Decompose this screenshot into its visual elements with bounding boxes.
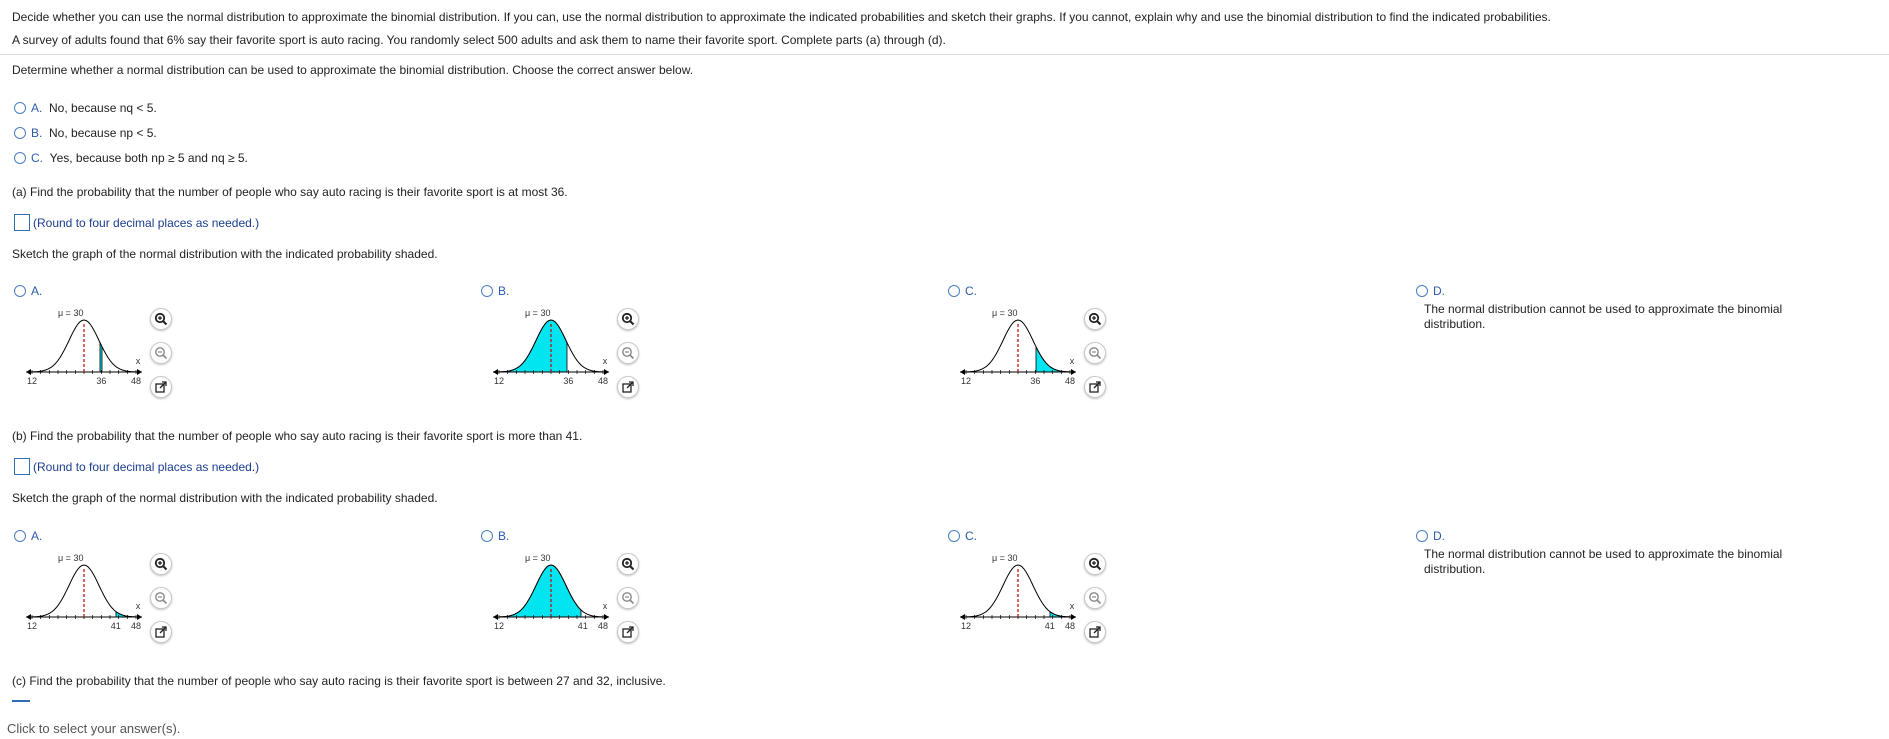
- axis-variable: x: [602, 356, 608, 366]
- axis-arrow-left: [26, 614, 31, 620]
- zoom-out-icon: [621, 346, 635, 360]
- zoom-in-icon: [154, 312, 168, 326]
- axis-arrow-left: [960, 614, 965, 620]
- zoom-in-button[interactable]: [1084, 308, 1106, 330]
- zoom-in-button[interactable]: [150, 553, 172, 575]
- option-letter: C.: [965, 529, 977, 543]
- axis-variable: x: [602, 601, 608, 611]
- option-d-text: The normal distribution cannot be used to approximate the binomial distribution.: [1424, 302, 1783, 331]
- part-c-prompt: (c) Find the probability that the number of people who say auto racing is their favorite sport is between 27 and 32, inclusive.: [12, 674, 666, 688]
- choice-text: Yes, because both np ≥ 5 and nq ≥ 5.: [49, 151, 248, 165]
- zoom-out-button[interactable]: [617, 342, 639, 364]
- round-note: (Round to four decimal places as needed.): [33, 216, 260, 230]
- tick-label: 48: [1064, 621, 1076, 631]
- axis-variable: x: [1069, 356, 1075, 366]
- tick-label: 48: [597, 376, 609, 386]
- normal-curve-graph: [491, 549, 611, 639]
- choice-text: No, because nq < 5.: [49, 101, 157, 115]
- graph-container: [491, 304, 611, 394]
- tick-label: 48: [130, 621, 142, 631]
- radio-icon[interactable]: [1416, 530, 1428, 542]
- zoom-in-icon: [1088, 312, 1102, 326]
- graph-container: [958, 549, 1078, 639]
- axis-variable: x: [1069, 601, 1075, 611]
- zoom-in-icon: [621, 557, 635, 571]
- choice-text: No, because np < 5.: [49, 126, 157, 140]
- option-letter: A.: [31, 284, 43, 298]
- zoom-in-icon: [154, 557, 168, 571]
- radio-icon[interactable]: [948, 530, 960, 542]
- zoom-in-icon: [621, 312, 635, 326]
- choice-a[interactable]: [14, 101, 157, 115]
- radio-icon[interactable]: [14, 285, 26, 297]
- mu-label: μ = 30: [992, 308, 1018, 318]
- part-b-option-a[interactable]: [14, 529, 42, 543]
- tick-label: 12: [960, 376, 972, 386]
- zoom-out-icon: [1088, 346, 1102, 360]
- zoom-in-button[interactable]: [617, 308, 639, 330]
- tick-label: 36: [1030, 376, 1041, 386]
- radio-icon[interactable]: [948, 285, 960, 297]
- zoom-in-icon: [1088, 557, 1102, 571]
- zoom-out-button[interactable]: [150, 342, 172, 364]
- tick-label: 12: [26, 621, 38, 631]
- option-letter: A.: [31, 529, 43, 543]
- mu-label: μ = 30: [58, 553, 84, 563]
- option-letter: C.: [965, 284, 977, 298]
- tick-label: 36: [96, 376, 107, 386]
- radio-icon[interactable]: [1416, 285, 1428, 297]
- axis-arrow-right: [1071, 369, 1076, 375]
- part-a-answer-row: [14, 214, 259, 231]
- axis-arrow-left: [493, 369, 498, 375]
- graph-container: [24, 304, 144, 394]
- tick-label: 41: [577, 621, 588, 631]
- open-new-window-button[interactable]: [617, 621, 639, 643]
- zoom-in-button[interactable]: [617, 553, 639, 575]
- part-a-sketch-prompt: Sketch the graph of the normal distribution with the indicated probability shaded.: [12, 247, 438, 261]
- part-b-answer-input[interactable]: [14, 458, 30, 475]
- open-new-window-icon: [154, 625, 168, 639]
- radio-icon[interactable]: [481, 285, 493, 297]
- tick-label: 12: [493, 621, 505, 631]
- normal-curve-graph: [24, 304, 144, 394]
- zoom-out-button[interactable]: [1084, 342, 1106, 364]
- open-new-window-icon: [621, 380, 635, 394]
- instructions: Decide whether you can use the normal distribution to approximate the binomial distribution. If you can, use the normal distribution to approximate the indicated probabilities and sketch their graphs. If you cannot, explain why and use the binomial distribution to find the indicated probabilities.: [12, 10, 1551, 24]
- radio-icon[interactable]: [14, 102, 26, 114]
- option-letter: B.: [498, 529, 510, 543]
- option-letter: D.: [1433, 529, 1445, 543]
- open-new-window-icon: [1088, 625, 1102, 639]
- choice-c[interactable]: [14, 151, 248, 165]
- normal-curve-graph: [958, 549, 1078, 639]
- axis-arrow-right: [604, 369, 609, 375]
- part-b-prompt: (b) Find the probability that the number of people who say auto racing is their favorite sport is more than 41.: [12, 429, 583, 443]
- choice-letter: B.: [31, 126, 43, 140]
- choice-b[interactable]: [14, 126, 157, 140]
- tick-label: 36: [563, 376, 574, 386]
- open-new-window-button[interactable]: [1084, 376, 1106, 398]
- part-b-option-d[interactable]: [1416, 529, 1445, 543]
- axis-arrow-right: [604, 614, 609, 620]
- zoom-out-button[interactable]: [150, 587, 172, 609]
- part-a-option-b[interactable]: [481, 284, 509, 298]
- part-a-option-a[interactable]: [14, 284, 42, 298]
- open-new-window-button[interactable]: [150, 376, 172, 398]
- zoom-out-icon: [154, 346, 168, 360]
- part-b-option-b[interactable]: [481, 529, 509, 543]
- divider: [0, 54, 1889, 55]
- zoom-out-button[interactable]: [617, 587, 639, 609]
- axis-arrow-left: [493, 614, 498, 620]
- part-c-answer-input[interactable]: [12, 700, 30, 702]
- open-new-window-icon: [621, 625, 635, 639]
- status-text: Click to select your answer(s).: [7, 721, 181, 736]
- normal-curve-graph: [958, 304, 1078, 394]
- tick-label: 12: [493, 376, 505, 386]
- part-a-option-c[interactable]: [948, 284, 977, 298]
- zoom-in-button[interactable]: [150, 308, 172, 330]
- choice-letter: C.: [31, 151, 43, 165]
- tick-label: 12: [960, 621, 972, 631]
- part-b-answer-row: [14, 458, 259, 475]
- axis-arrow-right: [137, 614, 142, 620]
- tick-label: 12: [26, 376, 38, 386]
- graph-container: [958, 304, 1078, 394]
- tick-label: 41: [110, 621, 121, 631]
- option-d-text: The normal distribution cannot be used to approximate the binomial distribution.: [1424, 547, 1783, 576]
- open-new-window-icon: [154, 380, 168, 394]
- zoom-out-icon: [1088, 591, 1102, 605]
- radio-icon[interactable]: [14, 127, 26, 139]
- tick-label: 48: [1064, 376, 1076, 386]
- normal-curve-graph: [491, 304, 611, 394]
- zoom-in-button[interactable]: [1084, 553, 1106, 575]
- mu-label: μ = 30: [58, 308, 84, 318]
- tick-label: 41: [1044, 621, 1055, 631]
- part-b-option-c[interactable]: [948, 529, 977, 543]
- round-note: (Round to four decimal places as needed.): [33, 460, 260, 474]
- axis-arrow-right: [1071, 614, 1076, 620]
- option-letter: D.: [1433, 284, 1445, 298]
- mu-label: μ = 30: [525, 553, 551, 563]
- option-letter: B.: [498, 284, 510, 298]
- axis-variable: x: [135, 601, 141, 611]
- choice-letter: A.: [31, 101, 43, 115]
- radio-icon[interactable]: [14, 530, 26, 542]
- tick-label: 48: [130, 376, 142, 386]
- zoom-out-icon: [154, 591, 168, 605]
- part-a-prompt: (a) Find the probability that the number of people who say auto racing is their favorite sport is at most 36.: [12, 185, 568, 199]
- radio-icon[interactable]: [14, 152, 26, 164]
- open-new-window-button[interactable]: [150, 621, 172, 643]
- axis-arrow-left: [26, 369, 31, 375]
- part-b-sketch-prompt: Sketch the graph of the normal distribution with the indicated probability shaded.: [12, 491, 438, 505]
- zoom-out-button[interactable]: [1084, 587, 1106, 609]
- scenario: A survey of adults found that 6% say their favorite sport is auto racing. You randomly select 500 adults and ask them to name their favorite sport. Complete parts (a) through (d).: [12, 33, 946, 47]
- radio-icon[interactable]: [481, 530, 493, 542]
- part-a-option-d[interactable]: [1416, 284, 1445, 298]
- tick-label: 48: [597, 621, 609, 631]
- axis-arrow-right: [137, 369, 142, 375]
- mu-label: μ = 30: [525, 308, 551, 318]
- part-a-answer-input[interactable]: [14, 214, 30, 231]
- axis-arrow-left: [960, 369, 965, 375]
- mu-label: μ = 30: [992, 553, 1018, 563]
- graph-container: [491, 549, 611, 639]
- graph-container: [24, 549, 144, 639]
- zoom-out-icon: [621, 591, 635, 605]
- open-new-window-button[interactable]: [1084, 621, 1106, 643]
- open-new-window-button[interactable]: [617, 376, 639, 398]
- open-new-window-icon: [1088, 380, 1102, 394]
- question: Determine whether a normal distribution can be used to approximate the binomial distribution. Choose the correct answer below.: [12, 63, 694, 77]
- axis-variable: x: [135, 356, 141, 366]
- normal-curve-graph: [24, 549, 144, 639]
